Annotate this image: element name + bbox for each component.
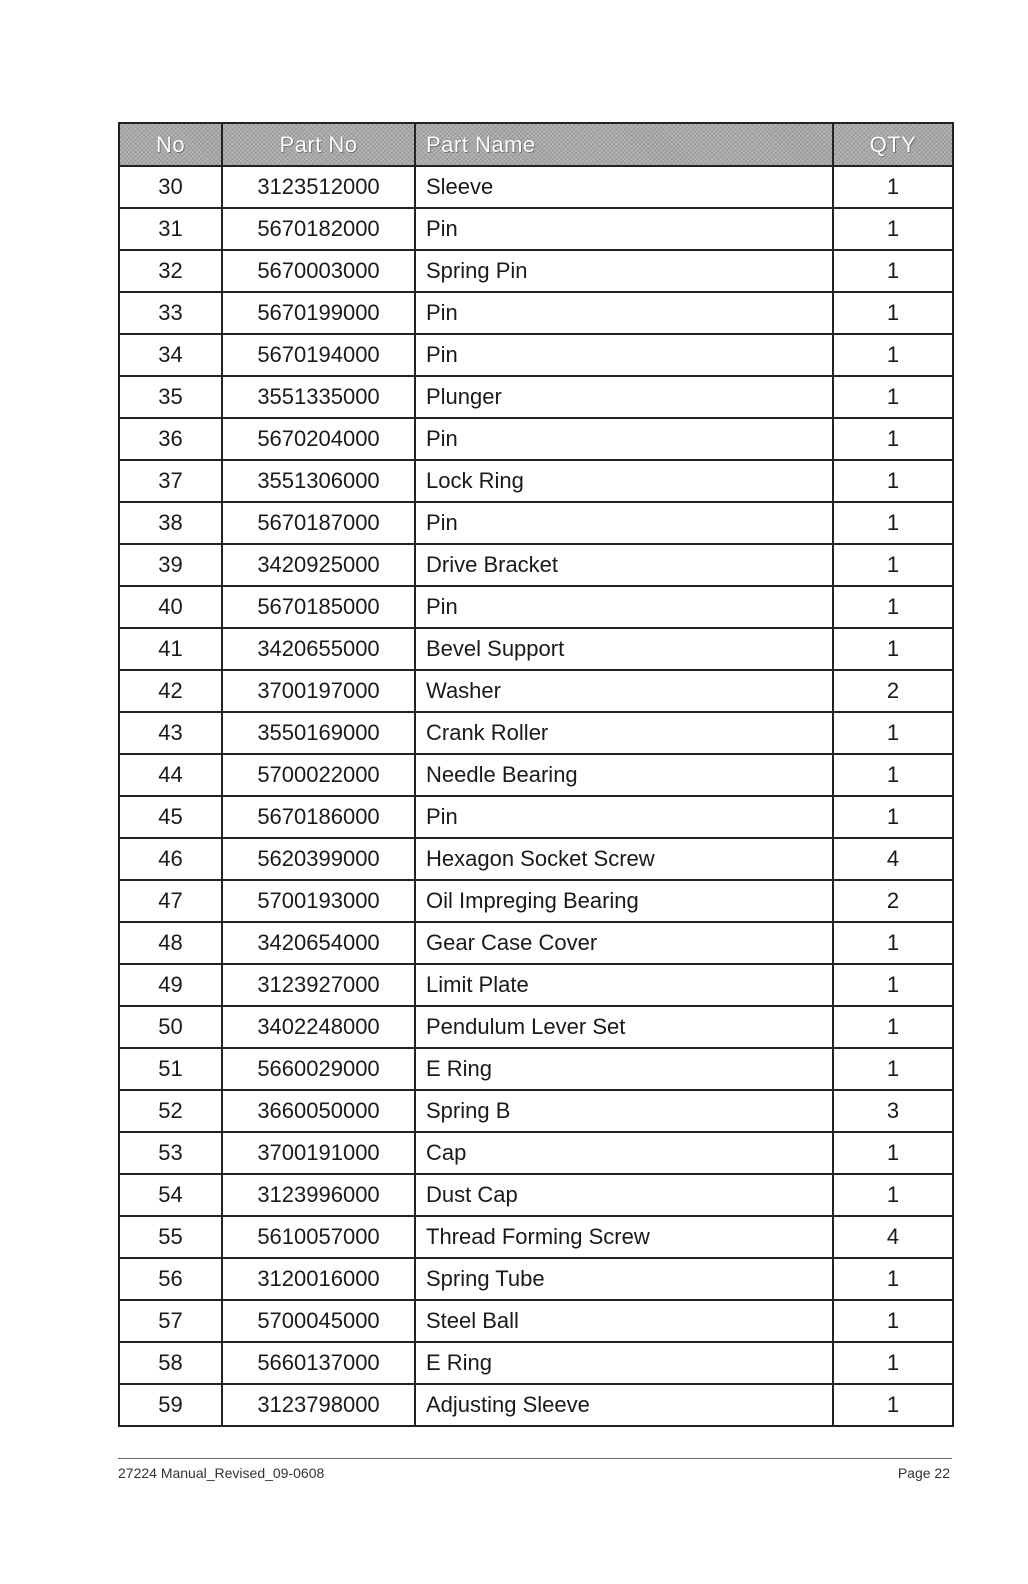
table-row (119, 166, 953, 208)
cell-part-no: 5700045000 (222, 1300, 415, 1342)
cell-part-name: Needle Bearing (415, 754, 833, 796)
table-row (119, 334, 953, 376)
cell-qty: 1 (833, 754, 953, 796)
cell-no: 55 (119, 1216, 222, 1258)
cell-part-no: 5660029000 (222, 1048, 415, 1090)
cell-part-name: E Ring (415, 1342, 833, 1384)
cell-part-name: Pin (415, 292, 833, 334)
cell-no: 46 (119, 838, 222, 880)
cell-part-no: 3660050000 (222, 1090, 415, 1132)
cell-no: 43 (119, 712, 222, 754)
cell-qty: 1 (833, 292, 953, 334)
cell-no: 32 (119, 250, 222, 292)
table-row (119, 502, 953, 544)
table-row (119, 1174, 953, 1216)
table-row (119, 1300, 953, 1342)
table-row (119, 796, 953, 838)
cell-no: 44 (119, 754, 222, 796)
table-row (119, 1384, 953, 1426)
cell-no: 49 (119, 964, 222, 1006)
cell-part-no: 3402248000 (222, 1006, 415, 1048)
cell-part-name: Pin (415, 208, 833, 250)
cell-no: 52 (119, 1090, 222, 1132)
cell-no: 59 (119, 1384, 222, 1426)
cell-no: 40 (119, 586, 222, 628)
table-row (119, 712, 953, 754)
cell-qty: 1 (833, 1006, 953, 1048)
cell-part-no: 5700022000 (222, 754, 415, 796)
cell-part-no: 5670199000 (222, 292, 415, 334)
cell-part-name: Steel Ball (415, 1300, 833, 1342)
cell-part-name: Spring B (415, 1090, 833, 1132)
cell-part-no: 5660137000 (222, 1342, 415, 1384)
cell-part-no: 3123927000 (222, 964, 415, 1006)
cell-qty: 1 (833, 544, 953, 586)
table-row (119, 670, 953, 712)
cell-part-no: 5670194000 (222, 334, 415, 376)
cell-part-name: Pin (415, 796, 833, 838)
table-row (119, 1216, 953, 1258)
table-row (119, 880, 953, 922)
cell-no: 45 (119, 796, 222, 838)
cell-part-no: 3551306000 (222, 460, 415, 502)
cell-qty: 4 (833, 838, 953, 880)
cell-part-name: Cap (415, 1132, 833, 1174)
cell-qty: 1 (833, 1300, 953, 1342)
cell-qty: 1 (833, 1174, 953, 1216)
cell-qty: 1 (833, 1342, 953, 1384)
cell-part-name: Crank Roller (415, 712, 833, 754)
cell-qty: 1 (833, 712, 953, 754)
table-row (119, 1048, 953, 1090)
header-part-no: Part No (222, 123, 415, 166)
table-row (119, 208, 953, 250)
table-row (119, 754, 953, 796)
table-row (119, 544, 953, 586)
table-row (119, 922, 953, 964)
cell-part-name: Sleeve (415, 166, 833, 208)
cell-part-name: Pendulum Lever Set (415, 1006, 833, 1048)
cell-qty: 1 (833, 166, 953, 208)
cell-qty: 1 (833, 376, 953, 418)
cell-part-name: Lock Ring (415, 460, 833, 502)
parts-table (118, 122, 954, 1427)
cell-qty: 1 (833, 1258, 953, 1300)
cell-qty: 2 (833, 880, 953, 922)
cell-no: 42 (119, 670, 222, 712)
cell-part-no: 5670182000 (222, 208, 415, 250)
table-row (119, 838, 953, 880)
footer-page-number: Page 22 (897, 1465, 950, 1481)
cell-part-no: 3420655000 (222, 628, 415, 670)
cell-part-name: Plunger (415, 376, 833, 418)
cell-qty: 1 (833, 628, 953, 670)
table-body (119, 166, 953, 1426)
table-row (119, 964, 953, 1006)
cell-part-no: 3120016000 (222, 1258, 415, 1300)
table-row (119, 418, 953, 460)
cell-no: 51 (119, 1048, 222, 1090)
cell-no: 41 (119, 628, 222, 670)
cell-part-name: Gear Case Cover (415, 922, 833, 964)
cell-part-no: 5670187000 (222, 502, 415, 544)
cell-no: 57 (119, 1300, 222, 1342)
cell-part-name: Limit Plate (415, 964, 833, 1006)
cell-no: 30 (119, 166, 222, 208)
table-row (119, 628, 953, 670)
table-row (119, 1006, 953, 1048)
cell-part-name: Adjusting Sleeve (415, 1384, 833, 1426)
cell-part-no: 3551335000 (222, 376, 415, 418)
cell-qty: 1 (833, 1048, 953, 1090)
footer-document-id: 27224 Manual_Revised_09-0608 (118, 1465, 325, 1481)
cell-no: 48 (119, 922, 222, 964)
cell-qty: 4 (833, 1216, 953, 1258)
cell-part-no: 3123798000 (222, 1384, 415, 1426)
table-row (119, 1258, 953, 1300)
cell-part-no: 3700191000 (222, 1132, 415, 1174)
cell-part-no: 5700193000 (222, 880, 415, 922)
cell-no: 58 (119, 1342, 222, 1384)
cell-part-no: 5670186000 (222, 796, 415, 838)
cell-part-name: Dust Cap (415, 1174, 833, 1216)
cell-qty: 1 (833, 964, 953, 1006)
cell-qty: 1 (833, 502, 953, 544)
cell-part-name: Pin (415, 418, 833, 460)
header-no: No (119, 123, 222, 166)
cell-no: 35 (119, 376, 222, 418)
cell-part-name: Hexagon Socket Screw (415, 838, 833, 880)
cell-no: 38 (119, 502, 222, 544)
cell-qty: 1 (833, 460, 953, 502)
cell-part-no: 3123996000 (222, 1174, 415, 1216)
cell-qty: 1 (833, 922, 953, 964)
table-row (119, 586, 953, 628)
cell-qty: 1 (833, 334, 953, 376)
cell-qty: 2 (833, 670, 953, 712)
cell-part-no: 3550169000 (222, 712, 415, 754)
cell-part-no: 3700197000 (222, 670, 415, 712)
table-row (119, 1090, 953, 1132)
cell-no: 50 (119, 1006, 222, 1048)
cell-part-name: Oil Impreging Bearing (415, 880, 833, 922)
table-row (119, 376, 953, 418)
cell-no: 37 (119, 460, 222, 502)
cell-qty: 1 (833, 1384, 953, 1426)
cell-part-name: E Ring (415, 1048, 833, 1090)
cell-part-name: Bevel Support (415, 628, 833, 670)
header-qty: QTY (833, 123, 953, 166)
cell-part-no: 3123512000 (222, 166, 415, 208)
cell-qty: 1 (833, 208, 953, 250)
cell-part-no: 3420654000 (222, 922, 415, 964)
header-part-name: Part Name (415, 123, 833, 166)
cell-no: 54 (119, 1174, 222, 1216)
cell-part-name: Pin (415, 334, 833, 376)
table-header-row (119, 123, 953, 166)
cell-qty: 1 (833, 1132, 953, 1174)
cell-part-name: Pin (415, 586, 833, 628)
table-row (119, 1342, 953, 1384)
cell-no: 34 (119, 334, 222, 376)
cell-part-no: 5670185000 (222, 586, 415, 628)
cell-part-name: Pin (415, 502, 833, 544)
cell-qty: 1 (833, 586, 953, 628)
table-row (119, 1132, 953, 1174)
cell-qty: 3 (833, 1090, 953, 1132)
cell-no: 53 (119, 1132, 222, 1174)
cell-no: 56 (119, 1258, 222, 1300)
cell-part-name: Washer (415, 670, 833, 712)
table-row (119, 292, 953, 334)
cell-part-no: 5610057000 (222, 1216, 415, 1258)
footer-divider (118, 1458, 952, 1459)
cell-no: 33 (119, 292, 222, 334)
cell-no: 47 (119, 880, 222, 922)
cell-qty: 1 (833, 418, 953, 460)
cell-qty: 1 (833, 796, 953, 838)
cell-part-no: 5620399000 (222, 838, 415, 880)
cell-no: 31 (119, 208, 222, 250)
cell-part-name: Drive Bracket (415, 544, 833, 586)
cell-part-no: 5670204000 (222, 418, 415, 460)
cell-part-no: 5670003000 (222, 250, 415, 292)
cell-qty: 1 (833, 250, 953, 292)
table-row (119, 250, 953, 292)
cell-part-name: Spring Tube (415, 1258, 833, 1300)
table-row (119, 460, 953, 502)
cell-no: 39 (119, 544, 222, 586)
cell-part-name: Spring Pin (415, 250, 833, 292)
cell-part-no: 3420925000 (222, 544, 415, 586)
cell-no: 36 (119, 418, 222, 460)
cell-part-name: Thread Forming Screw (415, 1216, 833, 1258)
